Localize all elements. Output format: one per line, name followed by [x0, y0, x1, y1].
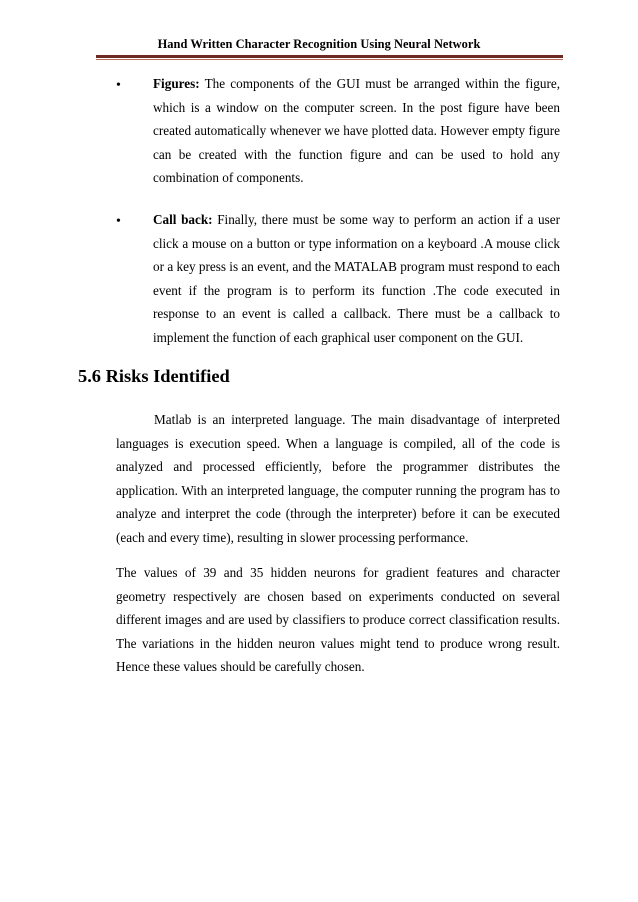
bullet-label: Call back:: [153, 212, 213, 227]
bullet-item-callback: [153, 208, 560, 349]
bullet-item-figures: [153, 72, 560, 190]
bullet-label: Figures:: [153, 76, 200, 91]
bullet-body: The components of the GUI must be arranged within the figure, which is a window on the computer screen. In the post figure have been created automatically whenever we have plotted data. However empty figure can be created with the function figure and can be used to hold any combination of components.: [153, 76, 560, 185]
bullet-icon: •: [116, 78, 121, 93]
header-rule-thin: [96, 59, 563, 60]
paragraph-hidden-neurons: The values of 39 and 35 hidden neurons for gradient features and character geometry respectively are chosen based on experiments conducted on several different images and are used by classifiers to produce correct classification results. The variations in the hidden neuron values might tend to produce wrong result. Hence these values should be carefully chosen.: [116, 565, 560, 675]
header-rule-thick: [96, 55, 563, 58]
paragraph-interpreted-language: Matlab is an interpreted language. The main disadvantage of interpreted languages is execution speed. When a language is compiled, all of the code is analyzed and processed efficiently, before the programmer distributes the application. With an interpreted language, the computer running the program has to analyze and interpret the code (through the interpreter) before it can be executed (each and every time), resulting in slower processing performance.: [116, 412, 560, 545]
section-heading: 5.6 Risks Identified: [78, 366, 230, 386]
bullet-icon: •: [116, 214, 121, 229]
page-header-title: Hand Written Character Recognition Using Neural Network: [157, 37, 481, 51]
bullet-body: Finally, there must be some way to perform an action if a user click a mouse on a button or type information on a keyboard .A mouse click or a key press is an event, and the MATALAB program must respond to each event if the program is to perform its function .The code executed in response to an event is called a callback. There must be a callback to implement the function of each graphical user component on the GUI.: [153, 212, 561, 345]
